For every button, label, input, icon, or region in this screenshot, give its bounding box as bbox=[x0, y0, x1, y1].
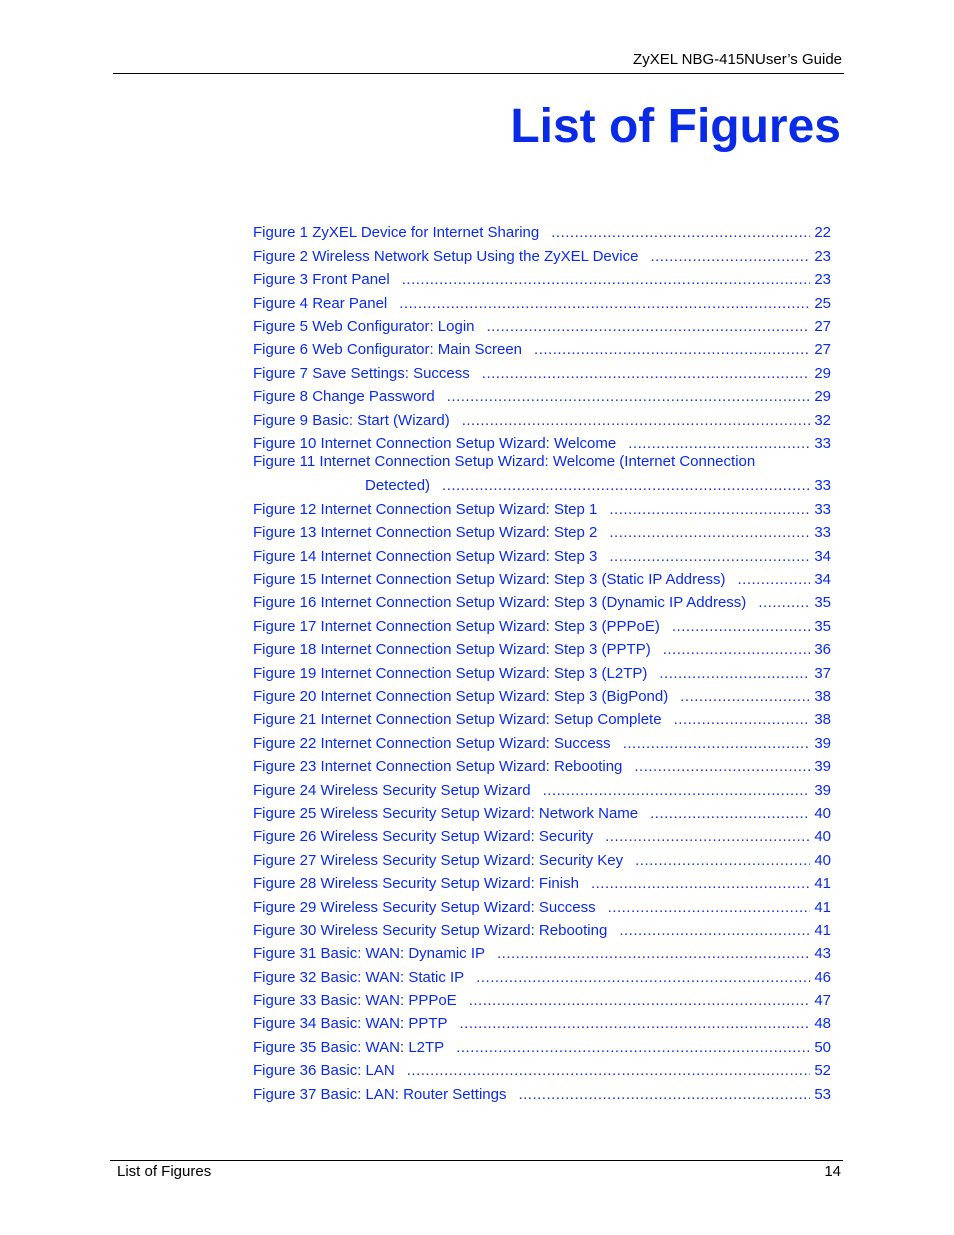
toc-entry-page[interactable]: 34 bbox=[814, 547, 831, 565]
dot-leader bbox=[447, 388, 810, 405]
toc-entry[interactable] bbox=[253, 335, 831, 358]
toc-entry-title[interactable]: Figure 7 Save Settings: Success bbox=[253, 364, 470, 382]
toc-entry-page[interactable]: 40 bbox=[814, 828, 831, 846]
toc-entry-page[interactable]: 39 bbox=[814, 734, 831, 752]
toc-entry-page[interactable]: 50 bbox=[814, 1038, 831, 1056]
toc-entry[interactable] bbox=[253, 241, 831, 264]
toc-entry[interactable] bbox=[253, 588, 831, 611]
dot-leader bbox=[650, 805, 810, 822]
toc-entry-title[interactable]: Figure 21 Internet Connection Setup Wizard: Setup Complete bbox=[253, 711, 662, 729]
dot-leader bbox=[591, 875, 810, 892]
footer-divider bbox=[110, 1160, 843, 1161]
toc-entry-page[interactable]: 29 bbox=[814, 388, 831, 406]
toc-entry[interactable] bbox=[253, 939, 831, 962]
dot-leader bbox=[497, 945, 810, 962]
dot-leader bbox=[737, 571, 810, 588]
toc-entry-title[interactable]: Figure 1 ZyXEL Device for Internet Sharing bbox=[253, 224, 540, 242]
toc-entry-title[interactable]: Figure 33 Basic: WAN: PPPoE bbox=[253, 992, 457, 1010]
toc-entry-title[interactable]: Figure 10 Internet Connection Setup Wizard: Welcome bbox=[253, 434, 617, 452]
dot-leader bbox=[487, 318, 810, 335]
toc-entry[interactable] bbox=[253, 705, 831, 728]
toc-entry-title[interactable]: Figure 11 Internet Connection Setup Wizard: Welcome (Internet Connection bbox=[253, 452, 756, 470]
toc-entry-page[interactable]: 37 bbox=[814, 664, 831, 682]
toc-entry[interactable] bbox=[253, 218, 831, 241]
toc-entry-title[interactable]: Figure 9 Basic: Start (Wizard) bbox=[253, 411, 450, 429]
toc-entry-title[interactable]: Figure 35 Basic: WAN: L2TP bbox=[253, 1038, 445, 1056]
dot-leader bbox=[456, 1039, 810, 1056]
dot-leader bbox=[672, 618, 810, 635]
toc-entry-title[interactable]: Figure 36 Basic: LAN bbox=[253, 1062, 395, 1080]
toc-entry-page[interactable]: 40 bbox=[814, 851, 831, 869]
guide-title: ZyXEL NBG-415NUser’s Guide bbox=[633, 51, 842, 68]
toc-entry-page[interactable]: 25 bbox=[814, 294, 831, 312]
dot-leader bbox=[462, 412, 810, 429]
toc-entry-title[interactable]: Figure 13 Internet Connection Setup Wizard: Step 2 bbox=[253, 524, 598, 542]
toc-entry-page[interactable]: 39 bbox=[814, 781, 831, 799]
footer-section-label: List of Figures bbox=[117, 1163, 212, 1180]
toc-entry[interactable] bbox=[253, 452, 831, 495]
toc-entry[interactable] bbox=[253, 405, 831, 428]
toc-entry-title[interactable]: Figure 29 Wireless Security Setup Wizard: Success bbox=[253, 898, 596, 916]
figures-list bbox=[253, 218, 831, 1103]
dot-leader bbox=[659, 665, 810, 682]
toc-entry[interactable] bbox=[253, 518, 831, 541]
header-divider bbox=[113, 73, 844, 74]
toc-entry-page[interactable]: 33 bbox=[814, 434, 831, 452]
toc-entry[interactable] bbox=[253, 265, 831, 288]
dot-leader bbox=[482, 365, 810, 382]
toc-entry-title[interactable]: Figure 4 Rear Panel bbox=[253, 294, 388, 312]
toc-entry[interactable] bbox=[253, 382, 831, 405]
toc-entry-page[interactable]: 48 bbox=[814, 1015, 831, 1033]
toc-entry-title[interactable]: Figure 28 Wireless Security Setup Wizard: Finish bbox=[253, 875, 579, 893]
toc-entry-page[interactable]: 41 bbox=[814, 898, 831, 916]
dot-leader bbox=[674, 711, 810, 728]
toc-entry-page[interactable]: 33 bbox=[814, 500, 831, 518]
toc-entry-title[interactable]: Figure 25 Wireless Security Setup Wizard: Network Name bbox=[253, 804, 639, 822]
dot-leader bbox=[543, 782, 810, 799]
dot-leader bbox=[650, 248, 810, 265]
toc-entry[interactable] bbox=[253, 288, 831, 311]
toc-entry[interactable] bbox=[253, 1032, 831, 1055]
toc-entry-page[interactable]: 33 bbox=[814, 476, 831, 494]
dot-leader bbox=[663, 641, 810, 658]
dot-leader bbox=[609, 501, 810, 518]
toc-entry[interactable] bbox=[253, 962, 831, 985]
toc-entry[interactable] bbox=[253, 1079, 831, 1102]
toc-entry[interactable] bbox=[253, 986, 831, 1009]
toc-entry[interactable] bbox=[253, 635, 831, 658]
toc-entry[interactable] bbox=[253, 682, 831, 705]
dot-leader bbox=[605, 828, 810, 845]
toc-entry-page[interactable]: 53 bbox=[814, 1085, 831, 1103]
toc-entry-page[interactable]: 35 bbox=[814, 594, 831, 612]
toc-entry-page[interactable]: 47 bbox=[814, 992, 831, 1010]
toc-entry[interactable] bbox=[253, 869, 831, 892]
toc-entry-page[interactable]: 41 bbox=[814, 921, 831, 939]
toc-entry-page[interactable]: 52 bbox=[814, 1062, 831, 1080]
toc-entry-page[interactable]: 41 bbox=[814, 875, 831, 893]
toc-entry[interactable] bbox=[253, 845, 831, 868]
toc-entry-title[interactable]: Figure 19 Internet Connection Setup Wizard: Step 3 (L2TP) bbox=[253, 664, 648, 682]
dot-leader bbox=[619, 922, 810, 939]
toc-entry-title[interactable]: Figure 18 Internet Connection Setup Wizard: Step 3 (PPTP) bbox=[253, 641, 651, 659]
dot-leader bbox=[635, 852, 810, 869]
toc-entry-page[interactable]: 38 bbox=[814, 711, 831, 729]
dot-leader bbox=[634, 758, 810, 775]
toc-entry-title[interactable]: Figure 3 Front Panel bbox=[253, 271, 390, 289]
dot-leader bbox=[476, 969, 810, 986]
toc-entry-page[interactable]: 27 bbox=[814, 317, 831, 335]
toc-entry-title[interactable]: Figure 37 Basic: LAN: Router Settings bbox=[253, 1085, 507, 1103]
toc-entry-title[interactable]: Figure 23 Internet Connection Setup Wizard: Rebooting bbox=[253, 758, 623, 776]
dot-leader bbox=[407, 1062, 810, 1079]
toc-entry[interactable] bbox=[253, 1009, 831, 1032]
toc-entry[interactable] bbox=[253, 892, 831, 915]
toc-entry-title[interactable]: Figure 17 Internet Connection Setup Wizard: Step 3 (PPPoE) bbox=[253, 617, 660, 635]
toc-entry[interactable] bbox=[253, 565, 831, 588]
toc-entry-page[interactable]: 43 bbox=[814, 945, 831, 963]
toc-entry-title[interactable]: Figure 32 Basic: WAN: Static IP bbox=[253, 968, 465, 986]
toc-entry-page[interactable]: 32 bbox=[814, 411, 831, 429]
dot-leader bbox=[609, 524, 810, 541]
dot-leader bbox=[608, 899, 810, 916]
toc-entry-title[interactable]: Figure 16 Internet Connection Setup Wizard: Step 3 (Dynamic IP Address) bbox=[253, 594, 747, 612]
toc-entry-page[interactable]: 23 bbox=[814, 271, 831, 289]
dot-leader bbox=[628, 435, 810, 452]
toc-entry-title[interactable]: Figure 31 Basic: WAN: Dynamic IP bbox=[253, 945, 486, 963]
toc-entry[interactable] bbox=[253, 429, 831, 452]
toc-entry-page[interactable]: 35 bbox=[814, 617, 831, 635]
toc-entry-page[interactable]: 38 bbox=[814, 688, 831, 706]
dot-leader bbox=[680, 688, 810, 705]
toc-entry-page[interactable]: 36 bbox=[814, 641, 831, 659]
toc-entry-title[interactable]: Figure 26 Wireless Security Setup Wizard: Security bbox=[253, 828, 594, 846]
toc-entry[interactable] bbox=[253, 822, 831, 845]
toc-entry-title[interactable]: Figure 8 Change Password bbox=[253, 388, 435, 406]
toc-entry-title[interactable]: Figure 6 Web Configurator: Main Screen bbox=[253, 341, 523, 359]
toc-entry-page[interactable]: 33 bbox=[814, 524, 831, 542]
toc-entry-page[interactable]: 40 bbox=[814, 804, 831, 822]
dot-leader bbox=[609, 548, 810, 565]
toc-entry[interactable] bbox=[253, 799, 831, 822]
toc-entry-title[interactable]: Figure 15 Internet Connection Setup Wizard: Step 3 (Static IP Address) bbox=[253, 571, 726, 589]
page-title: List of Figures bbox=[510, 100, 841, 153]
toc-entry-page[interactable]: 34 bbox=[814, 571, 831, 589]
toc-entry-title[interactable]: Figure 12 Internet Connection Setup Wizard: Step 1 bbox=[253, 500, 598, 518]
toc-entry-page[interactable]: 29 bbox=[814, 364, 831, 382]
dot-leader bbox=[623, 735, 810, 752]
toc-entry[interactable] bbox=[253, 495, 831, 518]
toc-entry-title[interactable]: Figure 2 Wireless Network Setup Using the ZyXEL Device bbox=[253, 247, 639, 265]
toc-entry-title[interactable]: Figure 24 Wireless Security Setup Wizard bbox=[253, 781, 531, 799]
dot-leader bbox=[469, 992, 810, 1009]
footer-page-number: 14 bbox=[824, 1163, 841, 1180]
toc-entry-page[interactable]: 22 bbox=[814, 224, 831, 242]
toc-entry-title[interactable]: Figure 22 Internet Connection Setup Wizard: Success bbox=[253, 734, 611, 752]
toc-entry[interactable] bbox=[253, 1056, 831, 1079]
dot-leader bbox=[402, 271, 810, 288]
dot-leader bbox=[460, 1015, 810, 1032]
toc-entry-page[interactable]: 39 bbox=[814, 758, 831, 776]
toc-entry[interactable] bbox=[253, 752, 831, 775]
toc-entry-title[interactable]: Figure 30 Wireless Security Setup Wizard: Rebooting bbox=[253, 921, 608, 939]
toc-entry-title[interactable]: Figure 5 Web Configurator: Login bbox=[253, 317, 475, 335]
dot-leader bbox=[534, 341, 810, 358]
dot-leader bbox=[518, 1086, 810, 1103]
toc-entry[interactable] bbox=[253, 916, 831, 939]
toc-entry-title[interactable]: Figure 14 Internet Connection Setup Wizard: Step 3 bbox=[253, 547, 598, 565]
toc-entry-page[interactable]: 23 bbox=[814, 247, 831, 265]
toc-entry[interactable] bbox=[253, 658, 831, 681]
dot-leader bbox=[758, 594, 810, 611]
toc-entry-title[interactable]: Detected) bbox=[365, 476, 431, 494]
toc-entry-title[interactable]: Figure 34 Basic: WAN: PPTP bbox=[253, 1015, 448, 1033]
toc-entry-title[interactable]: Figure 27 Wireless Security Setup Wizard: Security Key bbox=[253, 851, 624, 869]
toc-entry-title[interactable]: Figure 20 Internet Connection Setup Wizard: Step 3 (BigPond) bbox=[253, 688, 669, 706]
toc-entry[interactable] bbox=[253, 312, 831, 335]
toc-entry[interactable] bbox=[253, 611, 831, 634]
dot-leader bbox=[551, 224, 810, 241]
toc-entry[interactable] bbox=[253, 728, 831, 751]
dot-leader bbox=[399, 295, 810, 312]
toc-entry-page[interactable]: 27 bbox=[814, 341, 831, 359]
toc-entry[interactable] bbox=[253, 541, 831, 564]
dot-leader bbox=[442, 477, 810, 494]
toc-entry[interactable] bbox=[253, 358, 831, 381]
toc-entry-page[interactable]: 46 bbox=[814, 968, 831, 986]
toc-entry[interactable] bbox=[253, 775, 831, 798]
